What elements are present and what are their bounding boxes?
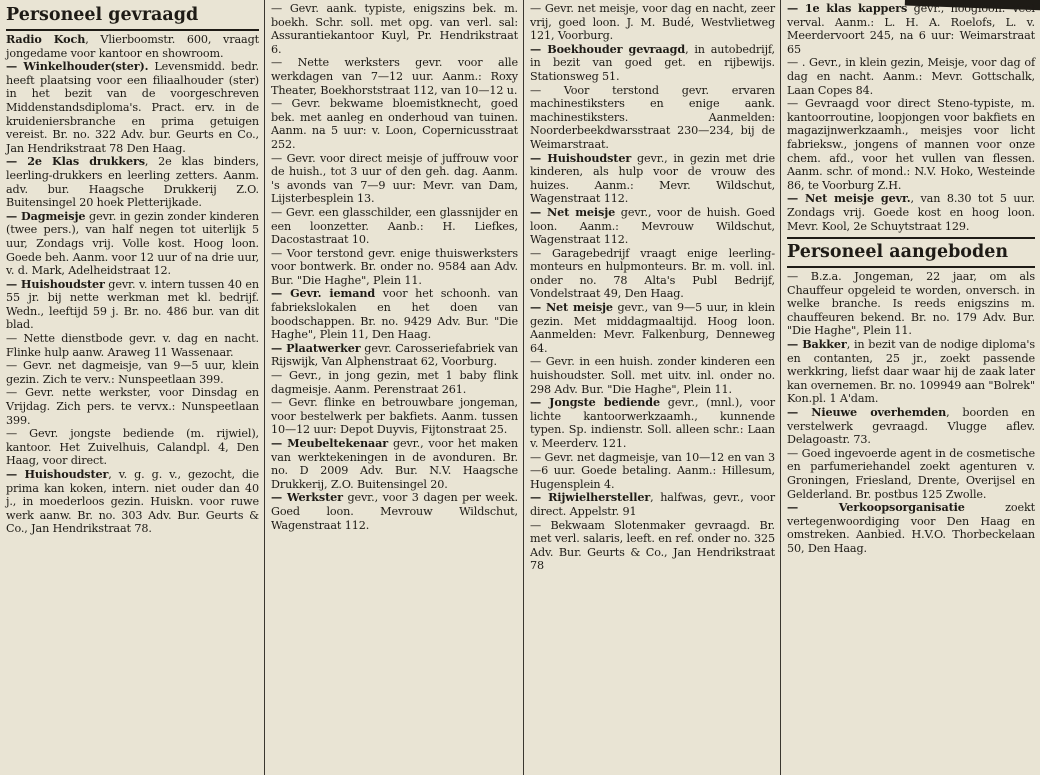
ad-text: — Bekwaam Slotenmaker gevraagd. Br. met verl. salaris, leeft. en ref. onder no. 325 Adv. Bur. Geurts & Co., Jan Hendrikstraat 78 [530, 518, 775, 573]
ad-lead: — Net meisje gevr. [787, 191, 911, 206]
ad-text: — Gevr. aank. typiste, enigszins bek. m. boekh. Schr. soll. met opg. van verl. sal: Assurantiekantoor Kuyl, Pr. Hendrikstraat 6. [271, 2, 518, 56]
section-heading-offered: Personeel aangeboden [787, 237, 1035, 268]
classified-ad [530, 491, 775, 518]
ad-text: , in bezit van de nodige diploma's en contanten, 25 jr., zoekt passende werkkring, liefst daar waar hij de zaak later kan overnemen. Br. no. 109949 aan "Bolrek" Kon.pl. 1 A'dam. [787, 338, 1035, 406]
classified-ad [787, 97, 1035, 192]
ad-lead: — Huishoudster [6, 467, 109, 481]
classified-ad [6, 332, 259, 359]
ad-text: gevr., voor het maken van werktekeningen in de avonduren. Br. no. D 2009 Adv. Bur. N.V. Haagsche Drukkerij, Z.O. Buitensingel 20. [271, 437, 519, 491]
classified-ad [530, 84, 775, 152]
classified-ad [530, 206, 775, 247]
classified-ad [271, 152, 518, 206]
column-3 [524, 0, 780, 775]
classified-ad [271, 287, 518, 341]
ad-list [787, 2, 1035, 233]
classified-ad [787, 56, 1035, 97]
classified-ad [530, 451, 775, 492]
column-4 [781, 0, 1040, 775]
ad-lead: — Huishoudster [6, 276, 105, 291]
ad-text: — Goed ingevoerde agent in de cosmetische en parfumeriehandel zoekt agenturen v. Groningen, Friesland, Drente, Overijsel en Gelderland. Br. postbus 125 Zwolle. [787, 446, 1035, 501]
ad-text: — Gevr. flinke en betrouwbare jongeman, voor bestelwerk per bakfiets. Aanm. tussen 10—12 uur: Depot Duyvis, Fijtonstraat 25. [271, 396, 518, 437]
classified-ad [6, 155, 259, 209]
classified-ad [530, 247, 775, 301]
ad-lead: — Werkster [271, 490, 343, 505]
classified-ad [787, 270, 1035, 338]
ad-lead: — Net meisje [530, 204, 616, 219]
classified-ad [787, 2, 1035, 56]
classified-ad [271, 97, 518, 151]
ad-text: gevr., van 9—5 uur, in klein gezin. Met middagmaaltijd. Hoog loon. Aanmelden: Mevr. Falkenburg, Denneweg 64. [530, 301, 776, 355]
classified-ad [530, 355, 775, 396]
section-heading-wanted: Personeel gevraagd [6, 2, 259, 31]
column-1 [0, 0, 264, 775]
classified-ad [530, 519, 775, 573]
classified-ad [6, 427, 259, 468]
ad-text: — Gevr. net meisje, voor dag en nacht, zeer vrij, goed loon. J. M. Budé, Westvlietweg 121, Voorburg. [530, 2, 775, 43]
ad-lead: — Verkoopsorganisatie [787, 500, 965, 515]
classified-ad [6, 210, 259, 278]
classified-ad [530, 301, 775, 355]
ad-text: , v. g. g. v., gezocht, die prima kan koken, intern. niet ouder dan 40 j., in moederloos gezin. Huiskn. voor ruwe werk aanw. Br. no. 303 Adv. Bur. Geurts & Co., Jan Hendrikstraat 78. [6, 468, 259, 536]
classified-ad [271, 2, 518, 56]
classified-ad [6, 278, 259, 332]
classified-ad [530, 396, 775, 450]
ad-text: — Gevr. bekwame bloemistknecht, goed bek. met aanleg en onderhoud van tuinen. Aanm. na 5 uur: v. Loon, Copernicusstraat 252. [271, 97, 518, 151]
ad-lead: — Meubeltekenaar [271, 436, 389, 450]
classified-ad [6, 60, 259, 155]
classified-ad [6, 33, 259, 60]
ad-lead: — Rijwielhersteller [530, 490, 651, 505]
classified-ad [6, 359, 259, 386]
classified-ad [530, 152, 775, 206]
classified-ad [6, 468, 259, 536]
classified-ad [271, 342, 518, 369]
ad-text: gevr., voor 3 dagen per week. Goed loon. Mevrouw Wildschut, Wagenstraat 112. [271, 491, 518, 532]
classified-ad [271, 437, 518, 491]
ad-text: Levensmidd. bedr. heeft plaatsing voor een filiaalhouder (ster) in het bezit van de voorgeschreven Middenstandsdiploma's. Pract. erv. in de kruideniersbranche en prima getuigen vereist. Br. no. 322 Adv. bur. Geurts en Co., Jan Hendrikstraat 78 Den Haag. [6, 60, 259, 155]
ad-text: — Gevr. nette werkster, voor Dinsdag en Vrijdag. Zich pers. te vervx.: Nunspeetlaan 399. [6, 386, 259, 427]
ad-text: gevr., (mnl.), voor lichte kantoorwerkzaamh., kunnende typen. Sp. indienstr. Soll. alleen schr.: Laan v. Meerderv. 121. [530, 396, 775, 450]
ad-text: , Vlierboomstr. 600, vraagt jongedame voor kantoor en showroom. [6, 33, 260, 60]
ad-lead: — Net meisje [530, 300, 613, 315]
ad-list-offered [787, 270, 1035, 555]
classified-ad [787, 447, 1035, 501]
classified-ad [271, 396, 518, 437]
ad-text: , in autobedrijf, in bezit van goed get. en rijbewijs. Stationsweg 51. [530, 42, 775, 83]
classified-ad [787, 501, 1035, 555]
classified-ad [271, 56, 518, 97]
ad-lead: — Nieuwe overhemden [787, 405, 947, 420]
ad-text: gevr. v. intern tussen 40 en 55 jr. bij nette werkman met kl. bedrijf. Wedn., leeftijd 59 j. Br. no. 486 bur. van dit blad. [6, 277, 259, 332]
ad-lead: Radio Koch [6, 32, 86, 46]
ad-text: , halfwas, gevr., voor direct. Appelstr. 91 [530, 491, 775, 518]
ad-lead: — Gevr. iemand [271, 286, 376, 301]
ad-text: — Gevr. net dagmeisje, van 9—5 uur, klein gezin. Zich te verv.: Nunspeetlaan 399. [6, 359, 259, 386]
ad-text: — Gevraagd voor direct Steno-typiste, m. kantoorroutine, loopjongen voor bakfiets en magazijnwerkzaamh., meisjes voor licht fabrieksw., jongens of mannen voor onze chem. afd., voor het vullen van flessen. Aanm. schr. of mond.: N.V. Hoko, Westeinde 86, te Voorburg Z.H. [787, 97, 1035, 192]
column-2 [265, 0, 523, 775]
ad-text: — Gevr. een glasschilder, een glassnijder en een loonzetter. Aanb.: H. Liefkes, Dacostastraat 10. [271, 205, 518, 247]
ad-lead: — 2e Klas drukkers [6, 154, 145, 169]
classified-ad [787, 406, 1035, 447]
ad-lead: — Winkelhouder(ster). [6, 59, 149, 74]
ad-text: gevr., hoogloon. Veel verval. Aanm.: L. H. A. Roelofs, L. v. Meerdervoort 245, na 6 uur: Weimarstraat 65 [787, 2, 1035, 56]
classified-ad [787, 192, 1035, 233]
ad-text: — Nette werksters gevr. voor alle werkdagen van 7—12 uur. Aanm.: Roxy Theater, Boekhorststraat 112, van 10—12 u. [271, 56, 518, 97]
ad-text: gevr., in gezin met drie kinderen, als hulp voor de vrouw des huizes. Aanm.: Mevr. Wildschut, Wagenstraat 112. [530, 151, 775, 206]
classified-ad [271, 247, 518, 288]
classified-ad [271, 369, 518, 396]
classified-ad [530, 2, 775, 43]
ad-text: — Gevr., in jong gezin, met 1 baby flink dagmeisje. Aanm. Perenstraat 261. [271, 369, 518, 396]
classified-ad [6, 386, 259, 427]
ad-lead: — Bakker [787, 337, 847, 352]
classified-ad [530, 43, 775, 84]
ad-text: — Gevr. jongste bediende (m. rijwiel), kantoor. Het Zuivelhuis, Calandpl. 4, Den Haag, voor direct. [6, 427, 259, 468]
ad-text: — Nette dienstbode gevr. v. dag en nacht. Flinke hulp aanw. Araweg 11 Wassenaar. [6, 332, 259, 359]
ad-list [6, 33, 259, 536]
classified-ad [271, 491, 518, 532]
ad-text: gevr. Carosseriefabriek van Rijswijk, Van Alphenstraat 62, Voorburg. [271, 341, 518, 369]
ad-text: , van 8.30 tot 5 uur. Zondags vrij. Goede kost en hoog loon. Mevr. Kool, 2e Schuytstraat 129. [787, 192, 1035, 233]
ad-text: — . Gevr., in klein gezin, Meisje, voor dag of dag en nacht. Aanm.: Mevr. Gottschalk, Laan Copes 84. [787, 56, 1035, 97]
ad-lead: — Huishoudster [530, 150, 632, 165]
ad-text: zoekt vertegenwoordiging voor Den Haag en omstreken. Aanbied. H.V.O. Thorbeckelaan 50, Den Haag. [787, 501, 1035, 555]
ad-text: — B.z.a. Jongeman, 22 jaar, om als Chauffeur opgeleid te worden, onversch. in welke branche. Is reeds enigszins m. chauffeuren bekend. Br. no. 179 Adv. Bur. "Die Haghe", Plein 11. [787, 270, 1035, 338]
ad-list [271, 2, 518, 532]
ad-text: gevr., voor de huish. Goed loon. Aanm.: Mevrouw Wildschut, Wagenstraat 112. [530, 205, 775, 247]
ad-text: — Gevr. net dagmeisje, van 10—12 en van 3—6 uur. Goede betaling. Aanm.: Hillesum, Hugensplein 4. [530, 450, 775, 491]
ad-lead: — Jongste bediende [530, 395, 660, 410]
ad-lead: — Plaatwerker [271, 340, 361, 355]
ad-text: — Voor terstond gevr. enige thuiswerksters voor bontwerk. Br. onder no. 9584 aan Adv. Bur. "Die Haghe", Plein 11. [271, 246, 518, 287]
ad-lead: — Boekhouder gevraagd [530, 41, 686, 56]
ad-text: , boorden en verstelwerk gevraagd. Vlugge aflev. Delagoastr. 73. [787, 406, 1035, 447]
classified-ad [271, 206, 518, 247]
ad-text: voor het schoonh. van fabriekslokalen en het doen van boodschappen. Br. no. 9429 Adv. Bur. "Die Haghe", Plein 11, Den Haag. [271, 287, 518, 342]
ad-text: — Voor terstond gevr. ervaren machinestiksters en enige aank. machinestiksters. Aanmelden: Noorderbeekdwarsstraat 230—234, bij de Weimarstraat. [530, 83, 775, 151]
ad-text: — Gevr. in een huish. zonder kinderen een huishoudster. Soll. met uitv. inl. onder no. 298 Adv. Bur. "Die Haghe", Plein 11. [530, 355, 775, 396]
ad-list [530, 2, 775, 573]
ad-lead: — Dagmeisje [6, 208, 86, 223]
classified-ad [787, 338, 1035, 406]
ad-text: , 2e klas binders, leerling-drukkers en leerling zetters. Aanm. adv. bur. Haagsche Drukkerij Z.O. Buitensingel 20 hoek Pletterijkade. [6, 155, 259, 210]
ad-text: — Garagebedrijf vraagt enige leerling-monteurs en hulpmonteurs. Br. m. voll. inl. onder no. 78 Alta's Publ Bedrijf, Vondelstraat 49, Den Haag. [530, 246, 775, 301]
ad-text: gevr. in gezin zonder kinderen (twee pers.), van half negen tot uiterlijk 5 uur, Zondags vrij. Volle kost. Hoog loon. Goede beh. Aanm. voor 12 uur of na drie uur, v. d. Mark, Adelheidstraat 12. [6, 209, 259, 278]
ad-text: — Gevr. voor direct meisje of juffrouw voor de huish., tot 3 uur of den geh. dag. Aanm. 's avonds van 7—9 uur: Mevr. van Dam, Lijsterbesplein 13. [271, 151, 518, 206]
ad-lead: — 1e klas kappers [787, 1, 908, 15]
